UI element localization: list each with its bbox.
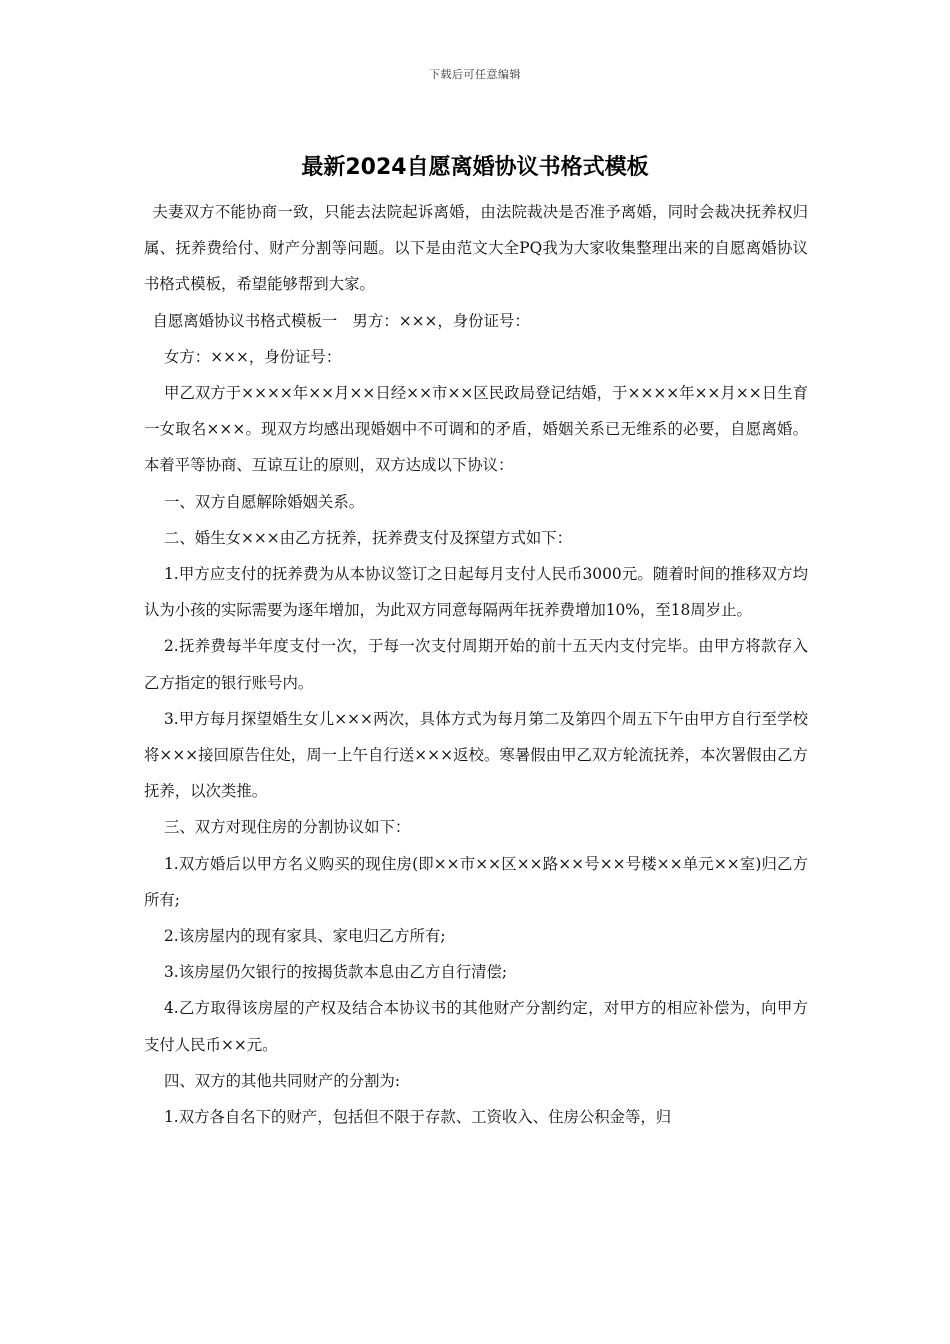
marriage-background-paragraph: 甲乙双方于××××年××月××日经××市××区民政局登记结婚，于××××年××月××日生育一女取名×××。现双方均感出现婚姻中不可调和的矛盾，婚姻关系已无维系的必要，自愿离婚。本着平等协商、互谅互让的原则，双方达成以下协议： (144, 384, 808, 475)
clause-4: 四、双方的其他共同财产的分割为: (164, 1071, 401, 1090)
clause-3-item-2: 2.该房屋内的现有家具、家电归乙方所有; (164, 927, 446, 946)
template-one-heading: 自愿离婚协议书格式模板一 男方：×××，身份证号： (152, 311, 530, 330)
clause-2: 二、婚生女×××由乙方抚养，抚养费支付及探望方式如下： (164, 528, 573, 547)
clause-2-item-2: 2.抚养费每半年度支付一次，于每一次支付周期开始的前十五天内支付完毕。由甲方将款存入乙方指定的银行账号内。 (144, 637, 808, 692)
clause-3: 三、双方对现住房的分割协议如下： (164, 818, 411, 837)
document-body (144, 194, 808, 1135)
female-party-line: 女方：×××，身份证号： (164, 347, 342, 366)
document-title: 最新2024自愿离婚协议书格式模板 (301, 155, 649, 180)
clause-1: 一、双方自愿解除婚姻关系。 (164, 492, 365, 511)
clause-2-item-3: 3.甲方每月探望婚生女儿×××两次，具体方式为每月第二及第四个周五下午由甲方自行至学校将×××接回原告住处，周一上午自行送×××返校。寒暑假由甲乙双方轮流抚养，本次署假由乙方抚养，以次类推。 (144, 709, 808, 801)
clause-3-item-3: 3.该房屋仍欠银行的按揭货款本息由乙方自行清偿; (164, 963, 508, 982)
header-note: 下载后可任意编辑 (429, 68, 521, 81)
clause-4-item-1: 1.双方各自名下的财产，包括但不限于存款、工资收入、住房公积金等，归 (164, 1108, 672, 1127)
intro-paragraph: 夫妻双方不能协商一致，只能去法院起诉离婚，由法院裁决是否准予离婚，同时会裁决抚养权归属、抚养费给付、财产分割等问题。以下是由范文大全PQ我为大家收集整理出来的自愿离婚协议书格式模板，希望能够帮到大家。 (144, 203, 808, 294)
clause-2-item-1: 1.甲方应支付的抚养费为从本协议签订之日起每月支付人民币3000元。随着时间的推移双方均认为小孩的实际需要为逐年增加，为此双方同意每隔两年抚养费增加10%，至18周岁止。 (144, 565, 808, 620)
clause-3-item-1: 1.双方婚后以甲方名义购买的现住房(即××市××区××路××号××号楼××单元××室)归乙方所有; (144, 854, 808, 909)
clause-3-item-4: 4.乙方取得该房屋的产权及结合本协议书的其他财产分割约定，对甲方的相应补偿为，向甲方支付人民币××元。 (144, 999, 808, 1054)
